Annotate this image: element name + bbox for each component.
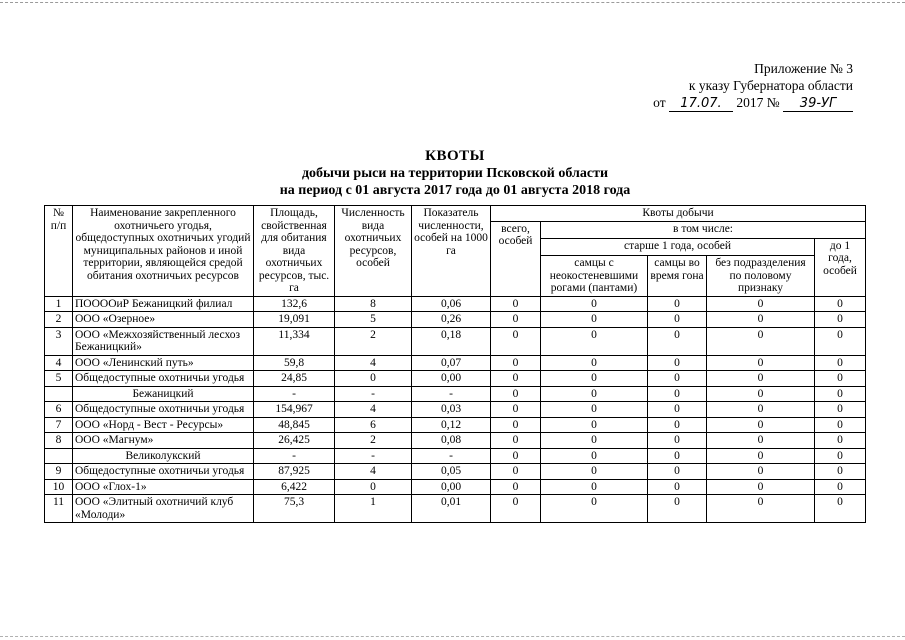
row-name: Бежаницкий [73,386,254,402]
row-no-sex: 0 [707,296,815,312]
row-total: 0 [491,433,541,449]
row-number: 10 [45,479,73,495]
row-males-velvet: 0 [541,355,648,371]
row-males-rut: 0 [648,386,707,402]
table-row [45,495,866,523]
row-young: 0 [815,479,866,495]
row-area: 6,422 [254,479,335,495]
row-density: 0,03 [412,402,491,418]
table-row [45,433,866,449]
row-count: - [335,386,412,402]
row-males-velvet: 0 [541,327,648,355]
row-number: 6 [45,402,73,418]
row-males-rut: 0 [648,312,707,328]
header-count: Численность вида охотничьих ресурсов, особей [335,206,412,297]
row-name: Общедоступные охотничьи угодья [73,464,254,480]
row-name: ООО «Межхозяйственный лесхоз Бежаницкий» [73,327,254,355]
row-males-velvet: 0 [541,296,648,312]
appendix-decree: к указу Губернатора области [688,78,853,93]
row-density: 0,07 [412,355,491,371]
header-including: в том числе: [541,221,866,238]
header-area: Площадь, свойственная для обитания вида охотничьих ресурсов, тыс. га [254,206,335,297]
row-area: 154,967 [254,402,335,418]
row-young: 0 [815,355,866,371]
quota-table-body [45,296,866,523]
row-males-rut: 0 [648,433,707,449]
row-area: 48,845 [254,417,335,433]
row-count: 4 [335,355,412,371]
table-row [45,312,866,328]
title-main: КВОТЫ [425,148,485,164]
row-density: - [412,448,491,464]
row-number: 8 [45,433,73,449]
row-no-sex: 0 [707,371,815,387]
row-number [45,448,73,464]
table-row [45,402,866,418]
row-no-sex: 0 [707,495,815,523]
row-count: 1 [335,495,412,523]
row-males-rut: 0 [648,371,707,387]
row-males-velvet: 0 [541,479,648,495]
row-number: 3 [45,327,73,355]
row-area: 132,6 [254,296,335,312]
row-count: - [335,448,412,464]
row-count: 5 [335,312,412,328]
appendix-number: Приложение № 3 [754,61,853,76]
header-density: Показатель численности, особей на 1000 га [412,206,491,297]
row-name: ПООООиР Бежаницкий филиал [73,296,254,312]
row-area: 59,8 [254,355,335,371]
row-name: ООО «Глох-1» [73,479,254,495]
row-density: 0,00 [412,371,491,387]
row-name: Общедоступные охотничьи угодья [73,371,254,387]
row-total: 0 [491,386,541,402]
quota-table [44,205,866,523]
scan-edge-top [0,2,905,3]
header-name: Наименование закрепленного охотничьего угодья, общедоступных охотничьих угодий муниципальных районов и иной территории, являющейся средой обитания охотничьих ресурсов [73,206,254,297]
table-row [45,464,866,480]
row-young: 0 [815,417,866,433]
table-row [45,371,866,387]
row-young: 0 [815,327,866,355]
row-total: 0 [491,402,541,418]
row-density: 0,12 [412,417,491,433]
row-name: Общедоступные охотничьи угодья [73,402,254,418]
header-total: всего, особей [491,221,541,296]
district-row [45,386,866,402]
row-name: ООО «Магнум» [73,433,254,449]
row-name: ООО «Ленинский путь» [73,355,254,371]
row-young: 0 [815,371,866,387]
row-young: 0 [815,296,866,312]
row-total: 0 [491,448,541,464]
from-label: от [653,95,666,110]
row-count: 4 [335,464,412,480]
row-males-velvet: 0 [541,448,648,464]
row-males-velvet: 0 [541,417,648,433]
row-males-velvet: 0 [541,402,648,418]
row-no-sex: 0 [707,386,815,402]
row-density: 0,05 [412,464,491,480]
row-density: 0,01 [412,495,491,523]
row-total: 0 [491,327,541,355]
row-no-sex: 0 [707,327,815,355]
title-subject: добычи рыси на территории Псковской области [301,166,609,181]
row-males-velvet: 0 [541,386,648,402]
row-area: 26,425 [254,433,335,449]
row-count: 8 [335,296,412,312]
appendix-date-line [593,94,853,112]
row-area: - [254,448,335,464]
scan-edge-bottom [0,636,905,637]
row-number: 4 [45,355,73,371]
table-row [45,355,866,371]
header-no-sex: без подразделения по половому признаку [707,256,815,297]
row-name: Великолукский [73,448,254,464]
row-count: 6 [335,417,412,433]
row-no-sex: 0 [707,402,815,418]
row-males-rut: 0 [648,402,707,418]
row-young: 0 [815,433,866,449]
row-males-rut: 0 [648,355,707,371]
row-name: ООО «Озерное» [73,312,254,328]
row-area: 11,334 [254,327,335,355]
row-young: 0 [815,386,866,402]
row-total: 0 [491,312,541,328]
header-older: старше 1 года, особей [541,238,815,255]
row-total: 0 [491,495,541,523]
row-density: 0,08 [412,433,491,449]
row-no-sex: 0 [707,464,815,480]
row-count: 0 [335,371,412,387]
row-no-sex: 0 [707,312,815,328]
district-row [45,448,866,464]
row-density: - [412,386,491,402]
row-area: 19,091 [254,312,335,328]
row-density: 0,06 [412,296,491,312]
row-males-rut: 0 [648,327,707,355]
row-number: 1 [45,296,73,312]
row-name: ООО «Норд - Вест - Ресурсы» [73,417,254,433]
row-number: 2 [45,312,73,328]
row-area: 87,925 [254,464,335,480]
row-young: 0 [815,448,866,464]
row-total: 0 [491,464,541,480]
row-no-sex: 0 [707,479,815,495]
table-row [45,479,866,495]
row-count: 2 [335,433,412,449]
year-label: 2017 № [736,95,780,110]
row-males-velvet: 0 [541,312,648,328]
handwritten-number: 39-УГ [783,97,853,112]
table-row [45,417,866,433]
header-num: № п/п [45,206,73,297]
row-males-rut: 0 [648,479,707,495]
row-males-rut: 0 [648,296,707,312]
row-no-sex: 0 [707,433,815,449]
row-number [45,386,73,402]
row-young: 0 [815,312,866,328]
row-young: 0 [815,495,866,523]
row-males-rut: 0 [648,464,707,480]
row-area: 24,85 [254,371,335,387]
row-males-rut: 0 [648,417,707,433]
row-total: 0 [491,296,541,312]
row-area: - [254,386,335,402]
table-row [45,327,866,355]
row-name: ООО «Элитный охотничий клуб «Молоди» [73,495,254,523]
row-no-sex: 0 [707,355,815,371]
row-count: 2 [335,327,412,355]
row-area: 75,3 [254,495,335,523]
row-number: 9 [45,464,73,480]
row-young: 0 [815,402,866,418]
table-row [45,296,866,312]
row-no-sex: 0 [707,448,815,464]
row-number: 7 [45,417,73,433]
row-males-velvet: 0 [541,433,648,449]
row-count: 0 [335,479,412,495]
row-number: 5 [45,371,73,387]
header-males-velvet: самцы с неокостеневшими рогами (пантами) [541,256,648,297]
row-number: 11 [45,495,73,523]
row-no-sex: 0 [707,417,815,433]
header-young: до 1 года, особей [815,238,866,296]
header-quota: Квоты добычи [491,206,866,222]
header-males-rut: самцы во время гона [648,256,707,297]
row-total: 0 [491,371,541,387]
row-total: 0 [491,355,541,371]
appendix-block [593,60,853,112]
title-period: на период с 01 августа 2017 года до 01 августа 2018 года [279,183,631,198]
document-title [180,148,730,199]
row-males-rut: 0 [648,448,707,464]
row-total: 0 [491,417,541,433]
row-density: 0,00 [412,479,491,495]
row-males-velvet: 0 [541,495,648,523]
row-density: 0,18 [412,327,491,355]
handwritten-date: 17.07. [669,97,733,112]
row-males-rut: 0 [648,495,707,523]
row-young: 0 [815,464,866,480]
row-total: 0 [491,479,541,495]
row-males-velvet: 0 [541,464,648,480]
row-count: 4 [335,402,412,418]
row-males-velvet: 0 [541,371,648,387]
row-density: 0,26 [412,312,491,328]
